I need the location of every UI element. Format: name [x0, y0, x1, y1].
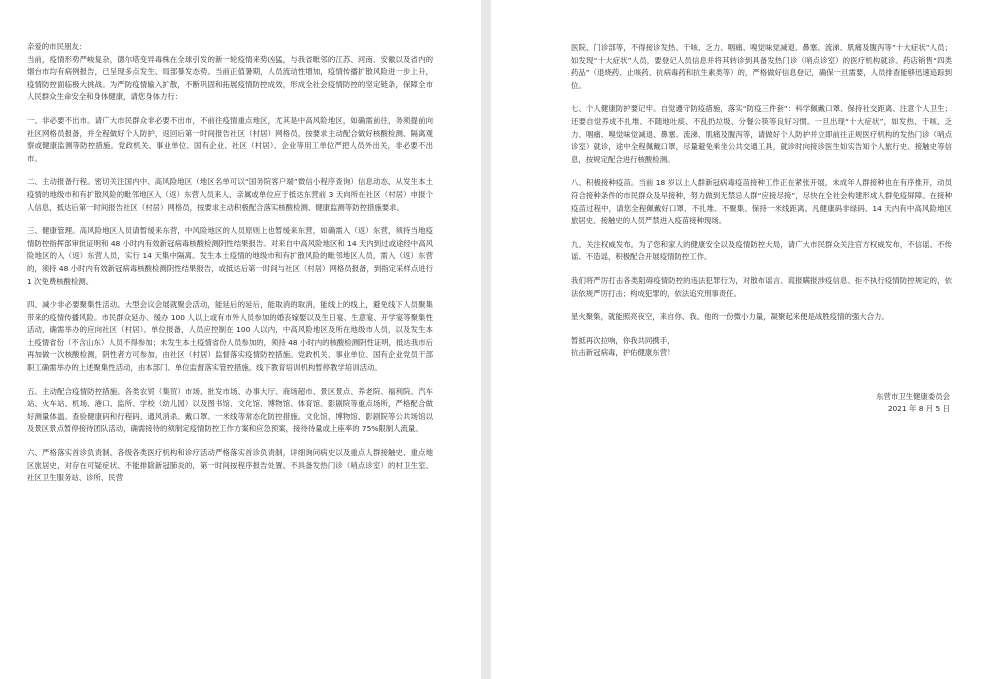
- paragraph-9-official-info: 九、关注权威发布。为了您和家人的健康安全以及疫情防控大局，请广大市民群众关注官方权威发布，不信谣、不传谣、不造谣，积极配合开展疫情防控工作。: [571, 239, 952, 262]
- paragraph-6-first-diagnosis: 六、严格落实首诊负责制。各级各类医疗机构和诊疗活动严格落实首诊负责制，详细询问病史以及重点人群接触史、重点地区旅居史，对存在可疑症状、不能排除新冠肺炎的，第一时间按程序报告处置。不具备发热门诊（哨点诊室）的村卫生室、社区卫生服务站、诊所、民营: [27, 448, 433, 483]
- signature-date: 2021 年 8 月 5 日: [887, 404, 950, 414]
- signature-org: 东营市卫生健康委员会: [876, 391, 950, 401]
- paragraph-5-cooperate-measures: 五、主动配合疫情防控措施。各类农贸（集贸）市场、批发市场、办事大厅、商场超市、景区景点、养老院、福利院、汽车站、火车站、机场、港口、监所、学校（幼儿园）以及图书馆、文化馆、博物馆、体育馆、影剧院等重点场所，严格配合做好测量体温、查验健康码和行程码、通风消杀、戴口罩、一米线等常态化防控措施。文化馆、博物馆、影剧院等公共场馆以及景区景点暂停接待团队活动，确需接待的须制定疫情防控工作方案和应急预案，接待待量或上座率的 75%限制人流量。: [27, 386, 433, 434]
- greeting: 亲爱的市民朋友：: [27, 42, 87, 51]
- closing-line-1: 暂抵再次拉响，你我共同携手，: [571, 335, 675, 345]
- paragraph-crackdown: 我们将严厉打击各类阻碍疫情防控的违法犯罪行为，对散布谣言、谎报瞒报涉疫信息、拒不执行疫情防控规定的，依法依规严厉打击；构成犯罪的，依法追究刑事责任。: [571, 275, 952, 298]
- closing-slogan: [571, 335, 952, 360]
- closing-line-2: 抗击新冠病毒，护佑健康东营！: [571, 348, 675, 358]
- paragraph-2-report-itinerary: 二、主动报备行程。密切关注国内中、高风险地区（地区名单可以“国务院客户端”微信小程序查询）信息动态，从发生本土疫情的地级市和有扩散风险的毗邻地区入（返）东营人员来人、亲属或单位应于抵达东营前 3 天向所在社区（村居）申报个人信息，抵达后第一时间报告社区（村居）网格员，按要求主动积极配合落实核酸检测、健康监测等防控措施要求。: [27, 177, 433, 212]
- paragraph-3-health-management: 三、健康管理。高风险地区人员请暂缓来东营，中风险地区的人员原则上也暂缓来东营，如确需入（返）东营，须持当地疫情防控指挥部审批证明和 48 小时内有效新冠病毒核酸检测阴性结果报告。对来自中高风险地区和 14 天内到过或途经中高风险地区的入（返）东营人员，实行 14 天集中隔离。发生本土疫情的地级市和有扩散风险的毗邻地区人员，需入（返）东营的，须持 48 小时内有效新冠病毒核酸检测阴性结果报告，或抵达后第一时间与社区（村居）网格员报备，到指定采样点进行 1 次免费核酸检测。: [27, 226, 433, 286]
- document-page-left: [0, 0, 481, 679]
- paragraph-1-no-leaving-city: 一、非必要不出市。请广大市民群众非必要不出市，不前往疫情重点地区，尤其是中高风险地区，如确需前往，务须提前向社区网格员报备，并全程做好个人防护，返回后第一时间报告社区（村居）网格员，按要求主动配合做好核酸检测、隔离观察或健康监测等防控措施。党政机关、事业单位、国有企业、社区（村居）、企业等用工单位严把人员外出关，非必要不出市。: [27, 115, 433, 163]
- paragraph-6-continued: 医院、门诊部等，不得接诊发热、干咳、乏力、咽痛、嗅觉味觉减退、鼻塞、流涕、肌痛及腹泻等“十大症状”人员；如发现“十大症状”人员，要登记人员信息并将其转诊到具备发热门诊（哨点诊室）的医疗机构就诊。药店销售“四类药品”（退烧药、止咳药、抗病毒药和抗生素类等）的，严格做好信息登记，确保一旦需要，人员排查能够迅速追踪到位。: [571, 43, 952, 90]
- paragraph-8-vaccination: 八、积极接种疫苗。当前 18 岁以上人群新冠病毒疫苗接种工作正在紧张开展，未成年人群接种也在有序推开，动员符合接种条件的市民群众及早接种，努力做到无禁忌人群“应接尽接”，尽快在全社会构建形成人群免疫屏障。在接种疫苗过程中，请您全程佩戴好口罩、不扎堆、不聚集、保持一米线距离。凡健康码非绿码、14 天内有中高风险地区旅居史、接触史的人员严禁进入疫苗接种现场。: [571, 178, 952, 226]
- document-page-right: [491, 0, 1000, 679]
- paragraph-7-personal-protection: 七、个人健康防护要记牢。自觉遵守防疫措施，落实“防疫三件套”：科学佩戴口罩、保持社交距离、注意个人卫生；还要自觉养成不扎堆、不随地吐痰、不乱扔垃圾、分餐公筷等良好习惯。一旦出现“十大症状”，如发热、干咳、乏力、咽痛、嗅觉味觉减退、鼻塞、流涕、肌痛及腹泻等，请做好个人防护并立即前往正规医疗机构的发热门诊（哨点诊室）就诊，途中全程佩戴口罩，尽量避免乘坐公共交通工具，就诊时向接诊医生如实告知个人旅行史、接触史等信息，按规定配合进行核酸检测。: [571, 104, 952, 164]
- paragraph-intro: 当前，疫情形势严峻复杂，德尔塔变异毒株在全球引发的新一轮疫情来势凶猛，与我省毗邻的江苏、河南、安徽以及省内的烟台市均有病例报告，已呈现多点发生、局部暴发态势。当前正值暑期，人员流动性增加，疫情传播扩散风险进一步上升，疫情防控面临极大挑战。为严防疫情输入扩散，不断巩固和拓展疫情防控成效，形成全社会疫情防控的坚定链条，保障全市人民群众生命安全和身体健康，请您身体力行：: [27, 54, 433, 102]
- paragraph-4-reduce-gatherings: 四、减少非必要聚集性活动。大型会议会展就聚会活动，能延后的延后，能取消的取消，能线上的线上，避免线下人员聚集带来的疫情传播风险。市民群众延办、缓办 100 人以上或有市外人员参加的婚丧嫁娶以及生日宴、生意宴、开学宴等聚集性活动，确需举办的应向社区（村居）、单位报备，人员应控制在 100 人以内，中高风险地区及所在地级市人员，以及发生本土疫情省份（不含山东）人员不得参加；未发生本土疫情省份人员参加的，须持 48 小时内的核酸检测阴性证明，抵达我市后再加做一次核酸检测，阴性者方可参加，由社区（村居）监督落实疫情防控措施。党政机关、事业单位、国有企业党员干部职工确需举办的上述聚集性活动，由本部门、单位监督落实管控措施。线下教育培训机构暂停教学培训活动。: [27, 300, 433, 373]
- paragraph-unity: 星火聚集，就能照亮夜空，来自你、我、他的一份微小力量，凝聚起来便是战胜疫情的强大合力。: [571, 312, 889, 322]
- signature-block: [571, 391, 952, 416]
